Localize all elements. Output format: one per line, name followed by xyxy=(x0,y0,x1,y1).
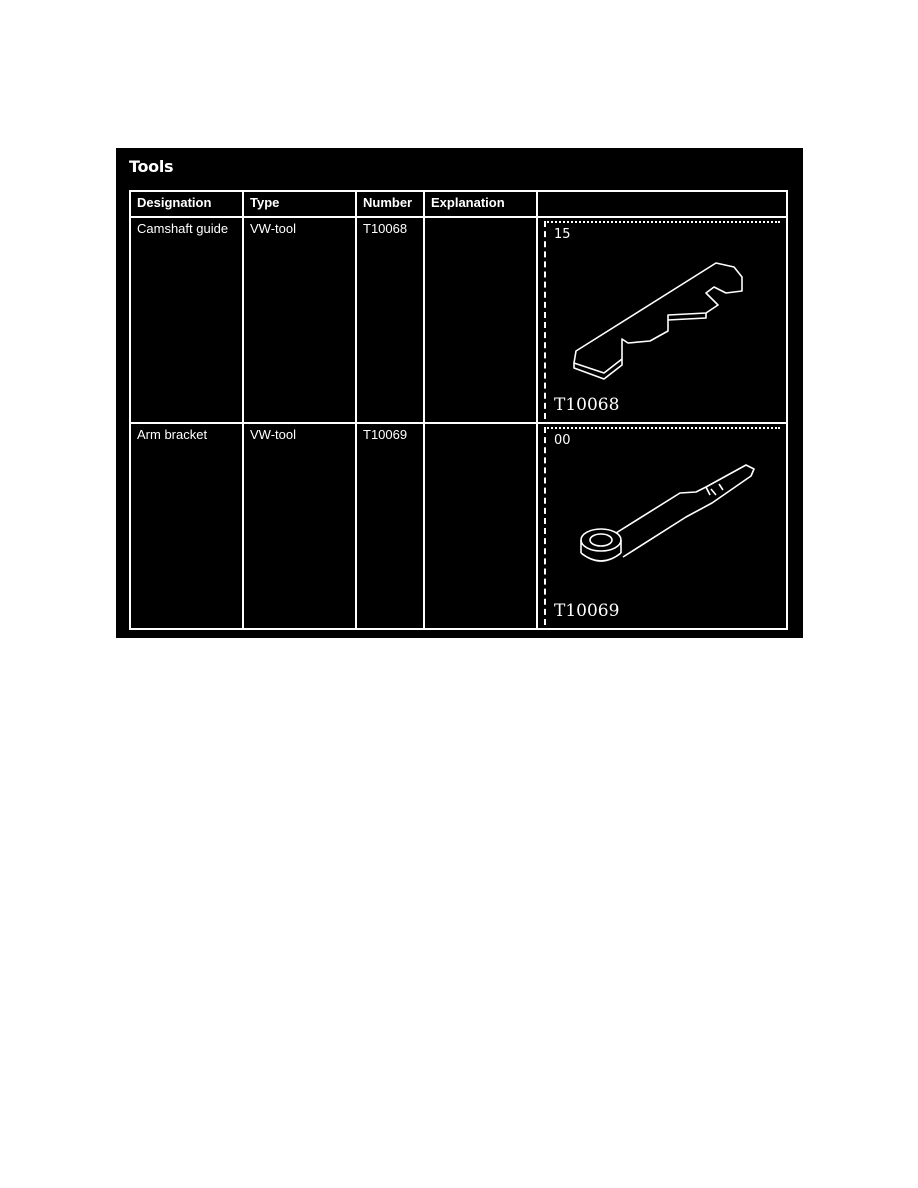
cell-designation: Arm bracket xyxy=(130,423,243,629)
cell-image xyxy=(537,423,787,629)
cell-number: T10069 xyxy=(356,423,424,629)
tool-illustration xyxy=(544,221,780,419)
illustration-code: 00 xyxy=(554,433,571,448)
column-header-explanation: Explanation xyxy=(424,191,537,217)
cell-explanation xyxy=(424,423,537,629)
illustration-code: 15 xyxy=(554,227,571,242)
table-header-row xyxy=(130,191,787,217)
tool-illustration xyxy=(544,427,780,625)
illustration-part-number: T10068 xyxy=(554,395,620,415)
illustration-part-number: T10069 xyxy=(554,601,620,621)
column-header-image xyxy=(537,191,787,217)
cell-designation: Camshaft guide xyxy=(130,217,243,423)
column-header-number: Number xyxy=(356,191,424,217)
column-header-type: Type xyxy=(243,191,356,217)
table-row xyxy=(130,423,787,629)
camshaft-guide-plate-icon xyxy=(546,223,782,421)
table-row xyxy=(130,217,787,423)
cell-image xyxy=(537,217,787,423)
arm-bracket-wrench-icon xyxy=(546,429,782,627)
cell-type: VW-tool xyxy=(243,217,356,423)
cell-type: VW-tool xyxy=(243,423,356,629)
cell-explanation xyxy=(424,217,537,423)
cell-number: T10068 xyxy=(356,217,424,423)
tools-table xyxy=(129,190,788,630)
column-header-designation: Designation xyxy=(130,191,243,217)
tools-panel xyxy=(116,148,803,638)
section-title: Tools xyxy=(129,157,174,176)
